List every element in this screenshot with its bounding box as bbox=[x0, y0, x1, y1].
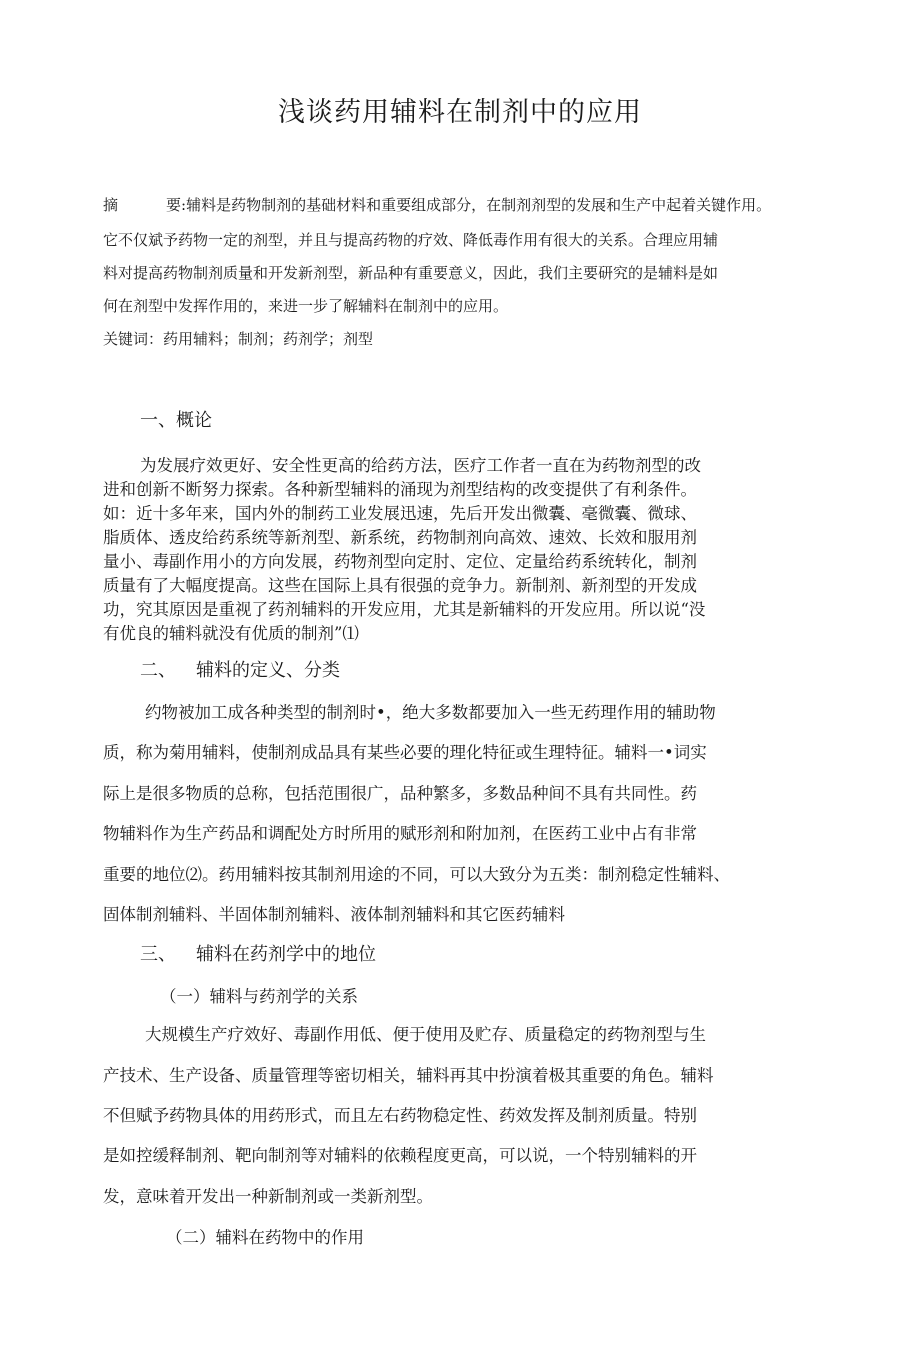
subsection-1-line: 产技术、生产设备、质量管理等密切相关，辅料再其中扮演着极其重要的角色。辅料 bbox=[103, 1066, 714, 1085]
abstract-line-1 bbox=[103, 194, 771, 215]
page-title: 浅谈药用辅料在制剂中的应用 bbox=[278, 97, 642, 128]
section-2-line: 物辅料作为生产药品和调配处方时所用的赋形剂和附加剂，在医药工业中占有非常 bbox=[103, 824, 697, 843]
section-2-number: 二、 bbox=[140, 660, 176, 681]
section-2-heading: 辅料的定义、分类 bbox=[196, 660, 340, 681]
abstract-label-a: 摘 bbox=[103, 196, 119, 214]
section-1-line: 量小、毒副作用小的方向发展，药物剂型向定肘、定位、定量给药系统转化，制剂 bbox=[103, 552, 697, 571]
subsection-1-heading: （一）辅料与药剂学的关系 bbox=[160, 987, 358, 1006]
abstract-label-b: 要: bbox=[166, 196, 187, 214]
subsection-1-line: 不但赋予药物具体的用药形式，而且左右药物稳定性、药效发挥及制剂质量。特别 bbox=[103, 1106, 697, 1125]
section-1-line: 质量有了大幅度提高。这些在国际上具有很强的竞争力。新制剂、新剂型的开发成 bbox=[103, 576, 697, 595]
subsection-2-heading: （二）辅料在药物中的作用 bbox=[166, 1228, 364, 1247]
section-3-number: 三、 bbox=[140, 944, 176, 965]
subsection-1-line: 发，意味着开发出一种新制剂或一类新剂型。 bbox=[103, 1187, 433, 1206]
section-1-line: 脂质体、透皮给药系统等新剂型、新系统，药物制剂向高效、速效、长效和服用剂 bbox=[103, 528, 697, 547]
keywords: 关键词：药用辅料；制剂；药剂学；剂型 bbox=[103, 330, 374, 348]
abstract-line-2: 它不仅斌予药物一定的剂型，并且与提高药物的疗效、降低毒作用有很大的关系。合理应用辅 bbox=[103, 231, 719, 249]
abstract-line-3: 料对提高药物制剂质量和开发新剂型，新品种有重要意义，因此，我们主要研究的是辅料是如 bbox=[103, 264, 719, 282]
section-2-line: 重要的地位⑵。药用辅料按其制剂用途的不同，可以大致分为五类：制剂稳定性辅料、 bbox=[103, 865, 730, 884]
section-1-line: 功，究其原因是重视了药剂辅料的开发应用，尤其是新辅料的开发应用。所以说“没 bbox=[103, 600, 706, 619]
section-3-heading: 辅料在药剂学中的地位 bbox=[196, 944, 376, 965]
section-1-heading: 一、概论 bbox=[140, 410, 212, 431]
section-2-line: 固体制剂辅料、半固体制剂辅料、液体制剂辅料和其它医药辅料 bbox=[103, 905, 565, 924]
section-1-line: 进和创新不断努力探索。各种新型辅料的涌现为剂型结构的改变提供了有利条件。 bbox=[103, 480, 697, 499]
section-2-line: 质，称为菊用辅料，使制剂成品具有某些必要的理化特征或生理特征。辅料一•词实 bbox=[103, 743, 707, 762]
subsection-1-line: 大规模生产疗效好、毒副作用低、便于使用及贮存、质量稳定的药物剂型与生 bbox=[145, 1025, 706, 1044]
abstract-line-4: 何在剂型中发挥作用的，来进一步了解辅料在制剂中的应用。 bbox=[103, 297, 509, 315]
section-1-line: 为发展疗效更好、安全性更高的给药方法，医疗工作者一直在为药物剂型的改 bbox=[140, 456, 701, 475]
section-1-line: 如：近十多年来，国内外的制药工业发展迅速，先后开发出微囊、毫微囊、微球、 bbox=[103, 504, 697, 523]
subsection-1-line: 是如控缓释制剂、靶向制剂等对辅料的依赖程度更高，可以说，一个特别辅料的开 bbox=[103, 1146, 697, 1165]
abstract-text: 辅料是药物制剂的基础材料和重要组成部分，在制剂剂型的发展和生产中起着关键作用。 bbox=[186, 196, 772, 214]
section-2-line: 际上是很多物质的总称，包括范围很广，品种繁多，多数品种间不具有共同性。药 bbox=[103, 784, 697, 803]
section-2-line: 约物被加工成各种类型的制剂时•，绝大多数都要加入一些无药理作用的辅助物 bbox=[145, 703, 716, 722]
section-1-line: 有优良的辅料就没有优质的制剂”⑴ bbox=[103, 624, 359, 643]
